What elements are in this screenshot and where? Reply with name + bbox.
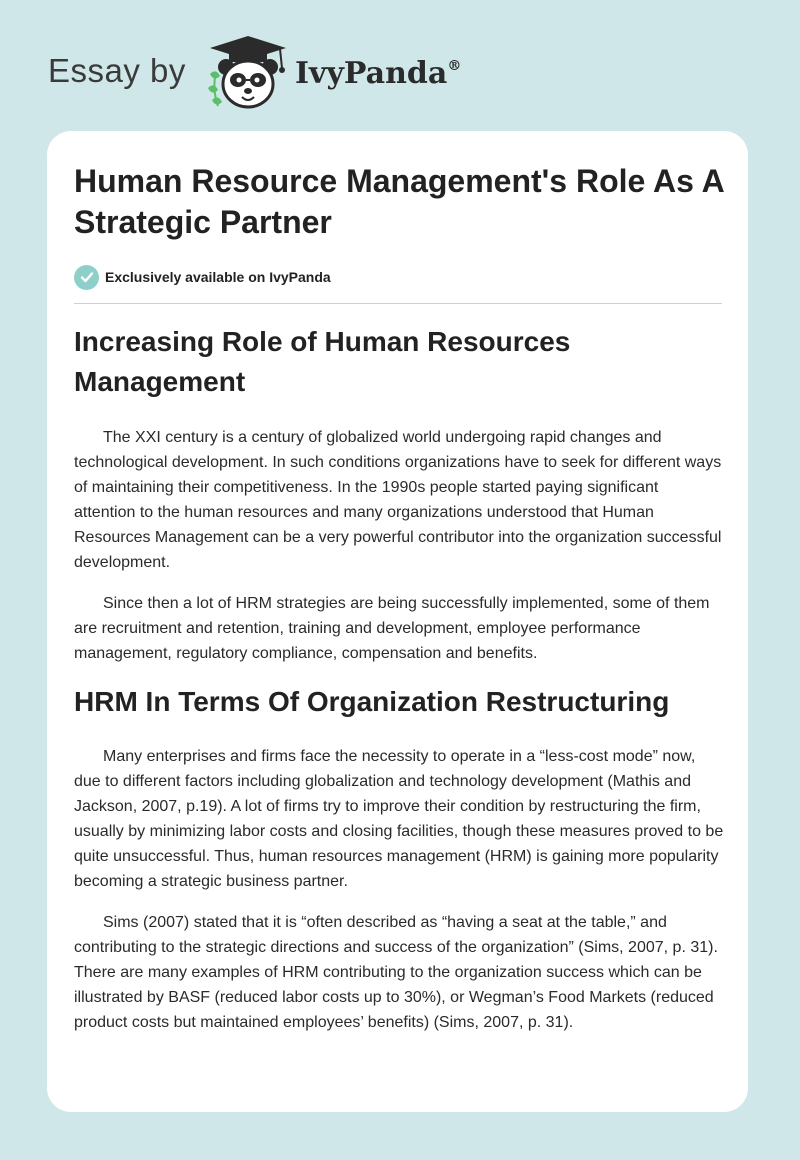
checkmark-icon [74,265,99,290]
section-heading: Increasing Role of Human Resources Management [74,326,571,397]
essay-card [47,131,748,1112]
paragraph: Sims (2007) stated that it is “often described as “having a seat at the table,” and contributing to the strategic directions and success of the organization” (Sims, 2007, p. 31). There are many examples of HRM contributing to the organization success which can be illustrated by BASF (reduced labor costs up to 30%), or Wegman’s Food Markets (reduced product costs but maintained employees’ benefits) (Sims, 2007, p. 31). [74,914,718,1031]
exclusive-badge [74,264,331,290]
registered-mark: ® [447,58,462,74]
divider [74,303,722,304]
ivypanda-logo-icon[interactable] [202,34,294,112]
paragraph: The XXI century is a century of globalized world undergoing rapid changes and technological development. In such conditions organizations have to seek for different ways of maintaining their competitiveness. In the 1990s people started paying significant attention to the human resources and many organizations understood that Human Resources Management can be a very powerful contributor into the organization successful development. [74,429,722,571]
site-header [48,34,548,114]
essay-by-label: Essay by [48,52,186,89]
paragraph: Since then a lot of HRM strategies are being successfully implemented, some of them are recruitment and retention, training and development, employee performance management, regulatory compliance, compensation and benefits. [74,595,710,662]
brand-name: IvyPanda [295,56,448,91]
exclusive-badge-label: Exclusively available on IvyPanda [105,269,331,285]
ivypanda-wordmark[interactable] [295,56,461,91]
page-title: Human Resource Management's Role As A Strategic Partner [74,163,724,240]
section-heading: HRM In Terms Of Organization Restructuring [74,686,670,717]
paragraph: Many enterprises and firms face the necessity to operate in a “less-cost mode” now, due to different factors including globalization and technology development (Mathis and Jackson, 2007, p.19). A lot of firms try to improve their condition by restructuring the firm, usually by minimizing labor costs and closing facilities, though these measures proved to be quite unsuccessful. Thus, human resources management (HRM) is gaining more popularity becoming a strategic business partner. [74,748,724,890]
